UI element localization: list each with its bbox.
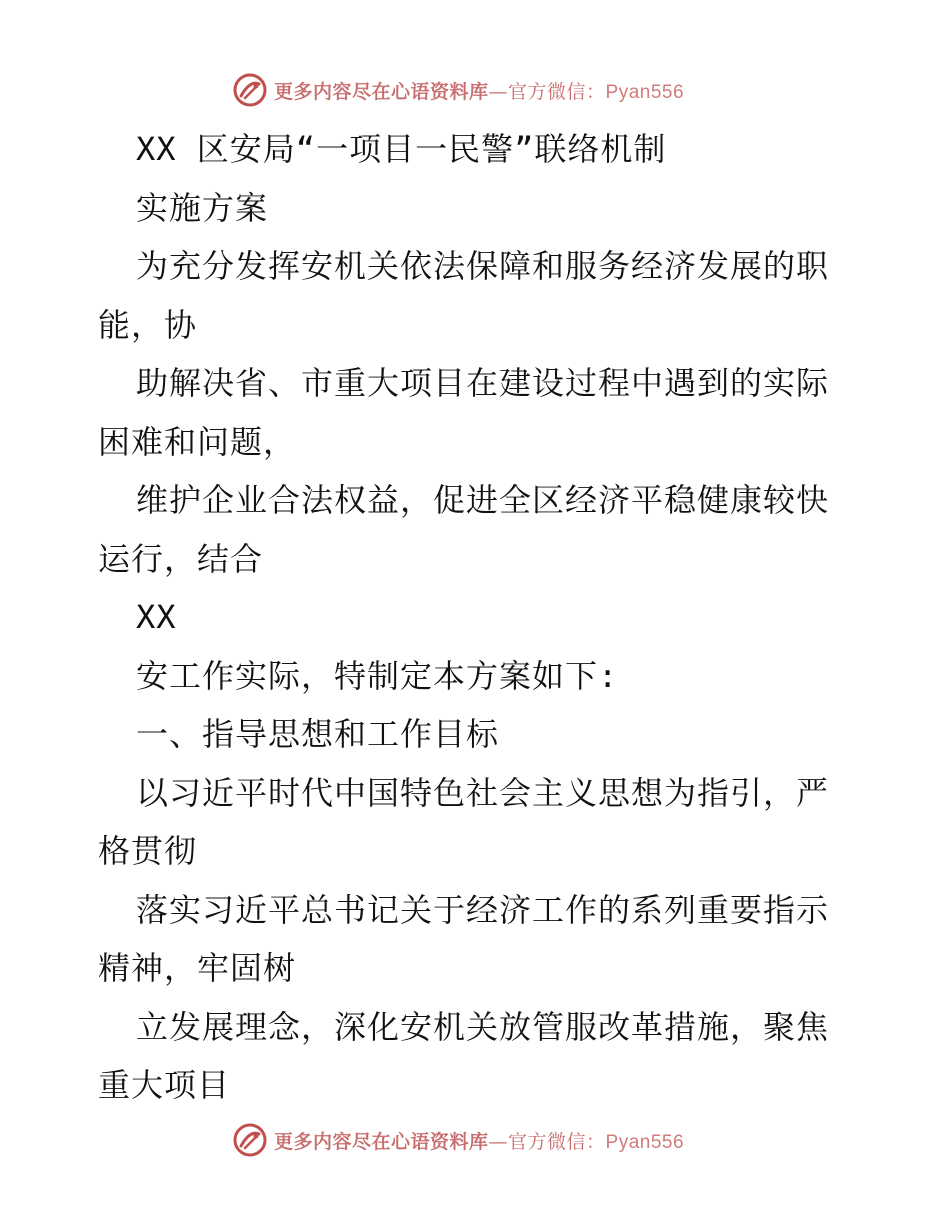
watermark-handle: Pyan556 [605,81,685,103]
document-body [98,120,854,1115]
watermark-separator: — [488,80,509,103]
watermark-brand: 更多内容尽在心语资料库 [274,1130,489,1153]
document-line: 格贯彻 [98,832,198,870]
document-line: 安工作实际，特制定本方案如下: [136,656,619,695]
document-line: XX [136,598,177,636]
watermark-official: 官方微信： [508,1130,606,1153]
document-line: 以习近平时代中国特色社会主义思想为指引，严 [136,773,830,812]
document-line: 立发展理念，深化安机关放管服改革措施，聚焦 [136,1007,830,1046]
document-line: XX 区安局“一项目一民警”联络机制 [136,130,667,168]
document-line: 精神，牢固树 [98,949,297,987]
watermark-banner-bottom [232,1120,684,1160]
document-line: 能，协 [98,305,198,344]
watermark-official: 官方微信： [508,80,606,103]
document-line: 实施方案 [136,188,269,227]
document-line: 维护企业合法权益，促进全区经济平稳健康较快 [136,481,830,519]
book-logo-icon [232,1122,268,1158]
document-line: 一、指导思想和工作目标 [136,715,500,753]
watermark-handle: Pyan556 [605,1131,685,1153]
watermark-banner-top [232,70,684,110]
document-line: 困难和问题， [98,422,297,461]
document-line: 重大项目 [98,1066,231,1104]
document-line: 落实习近平总书记关于经济工作的系列重要指示 [136,890,830,929]
document-line: 助解决省、市重大项目在建设过程中遇到的实际 [136,364,830,402]
watermark-brand: 更多内容尽在心语资料库 [274,80,489,103]
document-line: 运行，结合 [98,539,264,578]
watermark-text [274,77,684,104]
book-logo-icon [232,72,268,108]
document-line: 为充分发挥安机关依法保障和服务经济发展的职 [136,247,830,285]
watermark-text [274,1127,684,1154]
watermark-separator: — [488,1130,509,1153]
